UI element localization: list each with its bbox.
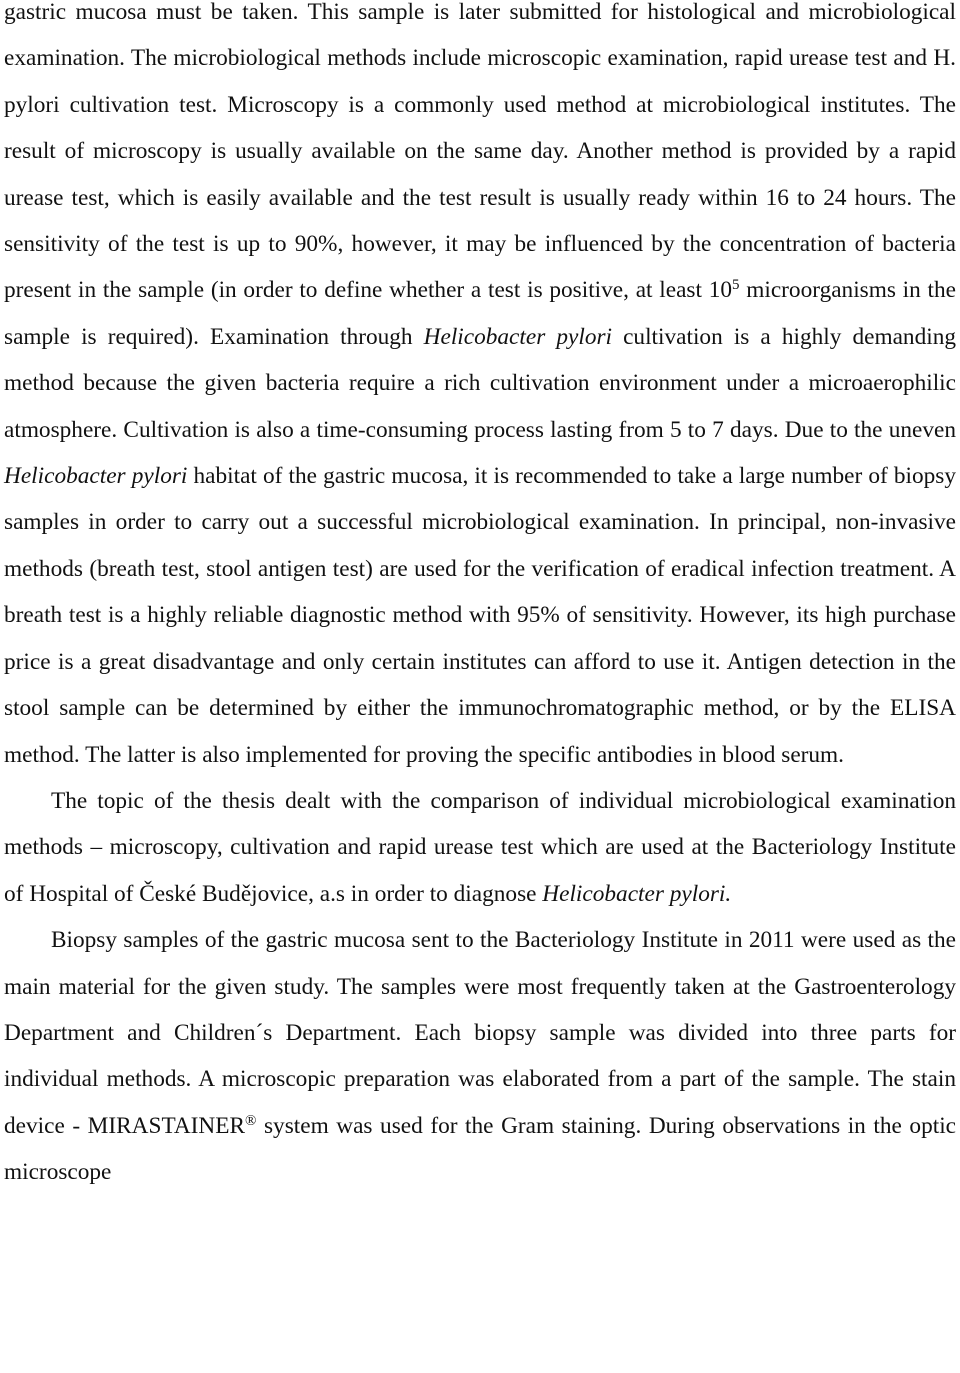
paragraph-3 bbox=[4, 917, 956, 1195]
paragraph-3-text-2: system was used for the Gram staining. During observations in the optic microscope bbox=[4, 1112, 957, 1186]
paragraph-1-text-3: cultivation is a highly demanding method because the given bacteria require a rich cultivation environment under a microaerophilic atmosphere. Cultivation is also a time-consuming process lasting from 5 to 7 days. Due to the uneven bbox=[4, 323, 956, 443]
document-page bbox=[4, 0, 956, 1196]
italic-species-name: Helicobacter pylori. bbox=[542, 880, 732, 907]
italic-species-name: Helicobacter pylori bbox=[4, 463, 188, 490]
paragraph-1-text-4: habitat of the gastric mucosa, it is recommended to take a large number of biopsy samples in order to carry out a successful microbiological examination. In principal, non-invasive methods (breath test, stool antigen test) are used for the verification of eradical infection treatment. A breath test is a highly reliable diagnostic method with 95% of sensitivity. However, its high purchase price is a great disadvantage and only certain institutes can afford to use it. Antigen detection in the stool sample can be determined by either the immunochromatographic method, or by the ELISA method. The latter is also implemented for proving the specific antibodies in blood serum. bbox=[4, 463, 956, 768]
paragraph-3-text-1: Biopsy samples of the gastric mucosa sent to the Bacteriology Institute in 2011 were used as the main material for the given study. The samples were most frequently taken at the Gastroenterology Department and Children´s Department. Each biopsy sample was divided into three parts for individual methods. A microscopic preparation was elaborated from a part of the sample. The stain device - MIRASTAINER bbox=[4, 927, 956, 1139]
italic-species-name: Helicobacter pylori bbox=[423, 323, 613, 350]
paragraph-1 bbox=[4, 0, 956, 778]
paragraph-2-text-1: The topic of the thesis dealt with the comparison of individual microbiological examination methods – microscopy, cultivation and rapid urease test which are used at the Bacteriology Institute of Hospital of České Budějovice, a.s in order to diagnose bbox=[4, 787, 956, 907]
paragraph-2 bbox=[4, 778, 956, 917]
paragraph-1-text-1: gastric mucosa must be taken. This sample is later submitted for histological and microbiological examination. The microbiological methods include microscopic examination, rapid urease test and H. pylori cultivation test. Microscopy is a commonly used method at microbiological institutes. The result of microscopy is usually available on the same day. Another method is provided by a rapid urease test, which is easily available and the test result is usually ready within 16 to 24 hours. The sensitivity of the test is up to 90%, however, it may be influenced by the concentration of bacteria present in the sample (in order to define whether a test is positive, at least 10 bbox=[4, 0, 956, 304]
exponent-superscript: 5 bbox=[732, 277, 740, 294]
registered-trademark-symbol: ® bbox=[245, 1112, 257, 1129]
paragraph-1-text-2: microorganisms in the sample is required). Examination through bbox=[4, 277, 956, 350]
